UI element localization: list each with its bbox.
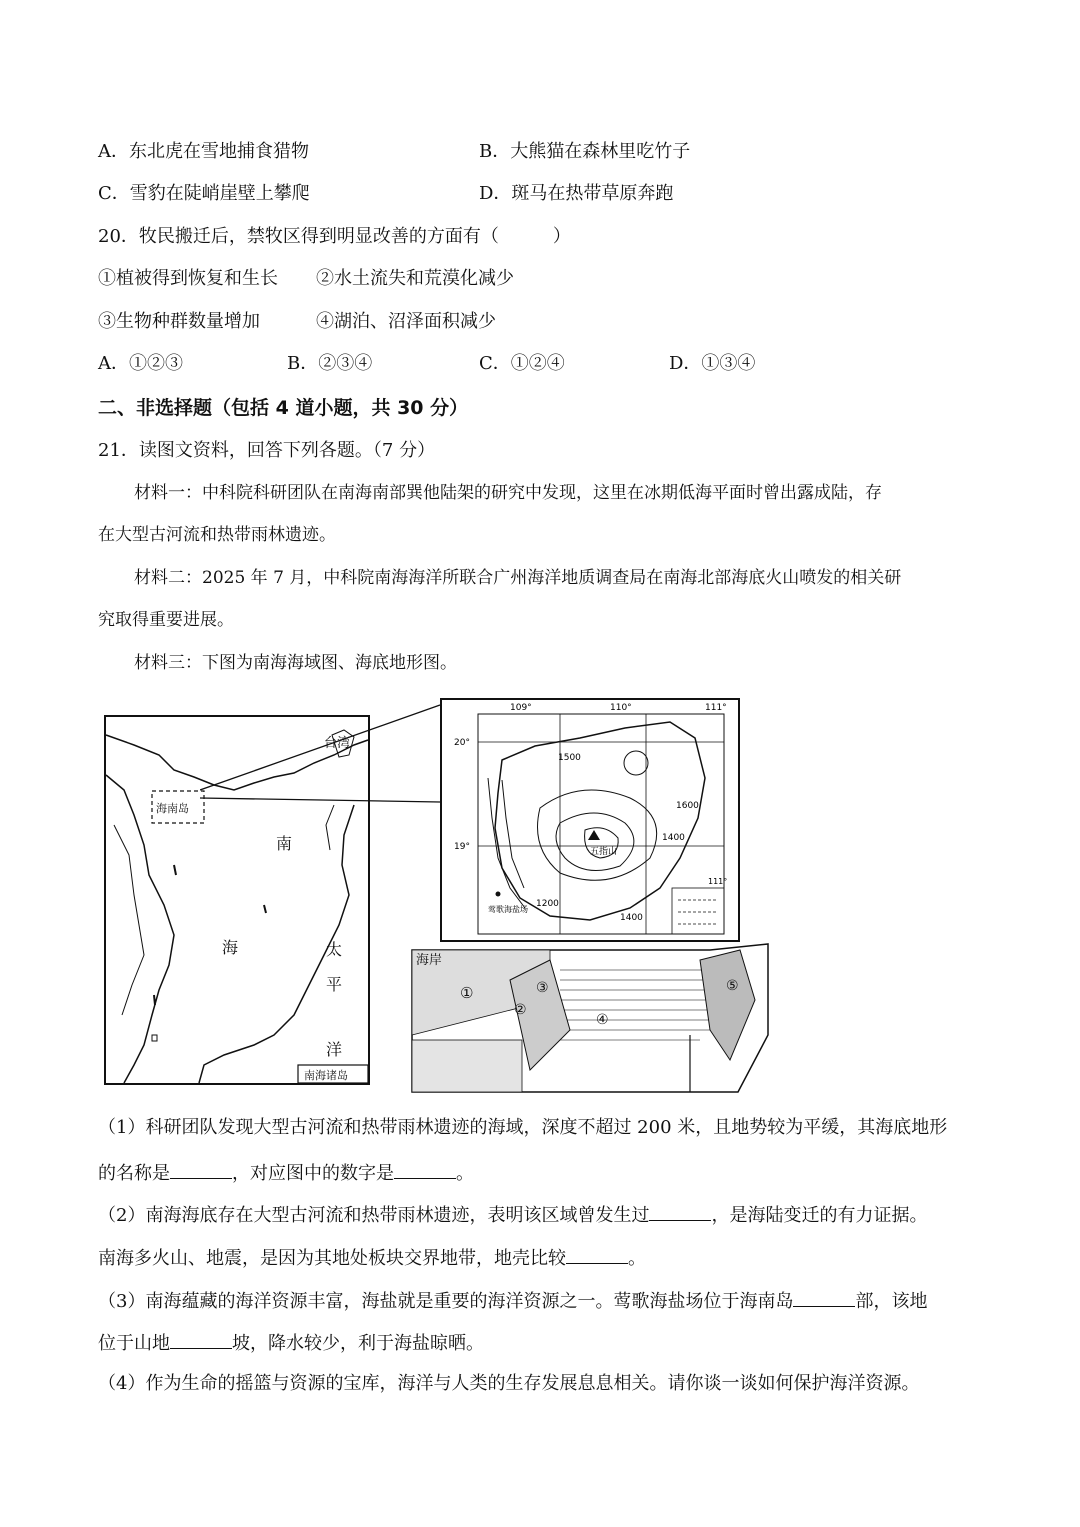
q19-option-c: C．雪豹在陡峭崖壁上攀爬 bbox=[98, 183, 310, 204]
answer-blank-5[interactable] bbox=[793, 1288, 855, 1307]
marker-1: ① bbox=[460, 984, 474, 1002]
q21-stem: 21．读图文资料，回答下列各题。（7 分） bbox=[98, 440, 436, 461]
marker-5: ⑤ bbox=[726, 978, 739, 994]
lon-110: 110° bbox=[610, 703, 632, 713]
lon-bottom: 111° bbox=[708, 877, 728, 886]
material-3: 材料三：下图为南海海域图、海底地形图。 bbox=[134, 653, 457, 673]
q19-option-b: B．大熊猫在森林里吃竹子 bbox=[479, 141, 691, 162]
q21-part-2-text-a: （2）南海海底存在大型古河流和热带雨林遗迹，表明该区域曾发生过 bbox=[98, 1205, 650, 1226]
q20-option-d: D．①③④ bbox=[669, 353, 756, 374]
answer-blank-2[interactable] bbox=[394, 1160, 456, 1179]
label-hai: 海 bbox=[222, 938, 239, 957]
label-ping: 平 bbox=[326, 975, 343, 994]
marker-4: ④ bbox=[596, 1012, 609, 1028]
q21-part-3-line-2 bbox=[98, 1330, 484, 1355]
contour-1500: 1500 bbox=[558, 753, 581, 763]
q20-item-3: ③生物种群数量增加 bbox=[98, 311, 260, 332]
q19-option-d: D．斑马在热带草原奔跑 bbox=[479, 183, 674, 204]
q20-item-1: ①植被得到恢复和生长 bbox=[98, 268, 278, 289]
answer-blank-3[interactable] bbox=[649, 1202, 711, 1221]
seafloor-block-diagram bbox=[410, 940, 770, 1099]
q21-part-1-line-1: （1）科研团队发现大型古河流和热带雨林遗迹的海域，深度不超过 200 米，且地势较为平缓，其海底地形 bbox=[98, 1117, 948, 1138]
q21-part-2-text-b: ，是海陆变迁的有力证据。 bbox=[711, 1205, 928, 1226]
q20-item-2: ②水土流失和荒漠化减少 bbox=[316, 268, 514, 289]
material-2-line-1: 材料二：2025 年 7 月，中科院南海海洋所联合广州海洋地质调查局在南海北部海底火山喷发的相关研 bbox=[134, 568, 902, 588]
q20-option-a: A．①②③ bbox=[98, 353, 183, 374]
saltfield-label: 莺歌海盐场 bbox=[488, 905, 528, 914]
q21-part-1-text-a: 的名称是 bbox=[98, 1163, 170, 1184]
q20-option-b: B．②③④ bbox=[287, 353, 373, 374]
q21-part-3-line-1 bbox=[98, 1288, 927, 1313]
lon-109: 109° bbox=[510, 703, 532, 713]
q21-part-4: （4）作为生命的摇篮与资源的宝库，海洋与人类的生存发展息息相关。请你谈一谈如何保护海洋资源。 bbox=[98, 1373, 920, 1394]
q21-part-2-text-c: 南海多火山、地震，是因为其地处板块交界地带，地壳比较 bbox=[98, 1248, 566, 1269]
q21-part-1-line-2 bbox=[98, 1160, 474, 1185]
q21-part-2-line-1 bbox=[98, 1202, 927, 1227]
q21-part-2-line-2 bbox=[98, 1245, 646, 1270]
contour-1400: 1400 bbox=[620, 913, 643, 923]
material-1-line-2: 在大型古河流和热带雨林遗迹。 bbox=[98, 525, 336, 545]
q20-stem: 20．牧民搬迁后，禁牧区得到明显改善的方面有（ ） bbox=[98, 226, 571, 247]
label-tai: 太 bbox=[326, 940, 343, 959]
label-nan: 南 bbox=[276, 834, 293, 853]
lon-111: 111° bbox=[705, 703, 727, 713]
q19-option-a: A．东北虎在雪地捕食猎物 bbox=[98, 141, 309, 162]
q21-part-3-text-d: 坡，降水较少，利于海盐晾晒。 bbox=[232, 1333, 484, 1354]
label-taiwan: 台湾 bbox=[324, 736, 351, 751]
marker-3: ③ bbox=[536, 980, 549, 996]
q21-part-3-text-a: （3）南海蕴藏的海洋资源丰富，海盐就是重要的海洋资源之一。莺歌海盐场位于海南岛 bbox=[98, 1291, 794, 1312]
map-connector-lines bbox=[200, 700, 450, 814]
inset-label: 南海诸岛 bbox=[304, 1069, 348, 1082]
q21-part-3-text-b: 部，该地 bbox=[855, 1291, 928, 1312]
contour-1200: 1200 bbox=[536, 899, 559, 909]
q20-item-4: ④湖泊、沼泽面积减少 bbox=[316, 311, 496, 332]
answer-blank-4[interactable] bbox=[566, 1245, 628, 1264]
peak-label: 五指山 bbox=[590, 847, 618, 857]
answer-blank-6[interactable] bbox=[170, 1330, 232, 1349]
answer-blank-1[interactable] bbox=[170, 1160, 232, 1179]
material-1-line-1: 材料一：中科院科研团队在南海南部巽他陆架的研究中发现，这里在冰期低海平面时曾出露成陆，存 bbox=[134, 483, 882, 503]
marker-2: ② bbox=[514, 1002, 527, 1018]
q21-part-1-text-b: ，对应图中的数字是 bbox=[232, 1163, 394, 1184]
lat-20: 20° bbox=[454, 738, 470, 748]
q21-part-1-text-c: 。 bbox=[456, 1163, 474, 1184]
q21-part-3-text-c: 位于山地 bbox=[98, 1333, 170, 1354]
material-2-line-2: 究取得重要进展。 bbox=[98, 610, 234, 630]
label-coast: 海岸 bbox=[416, 953, 443, 968]
label-hainan-island: 海南岛 bbox=[156, 802, 189, 815]
contour-1400-b: 1400 bbox=[662, 833, 685, 843]
lat-19: 19° bbox=[454, 842, 470, 852]
section-title: 二、非选择题（包括 4 道小题，共 30 分） bbox=[98, 397, 469, 419]
label-yang: 洋 bbox=[326, 1040, 343, 1059]
contour-1600: 1600 bbox=[676, 801, 699, 811]
hainan-contour-map bbox=[440, 698, 740, 946]
q20-option-c: C．①②④ bbox=[479, 353, 565, 374]
q21-part-2-text-d: 。 bbox=[628, 1248, 646, 1269]
